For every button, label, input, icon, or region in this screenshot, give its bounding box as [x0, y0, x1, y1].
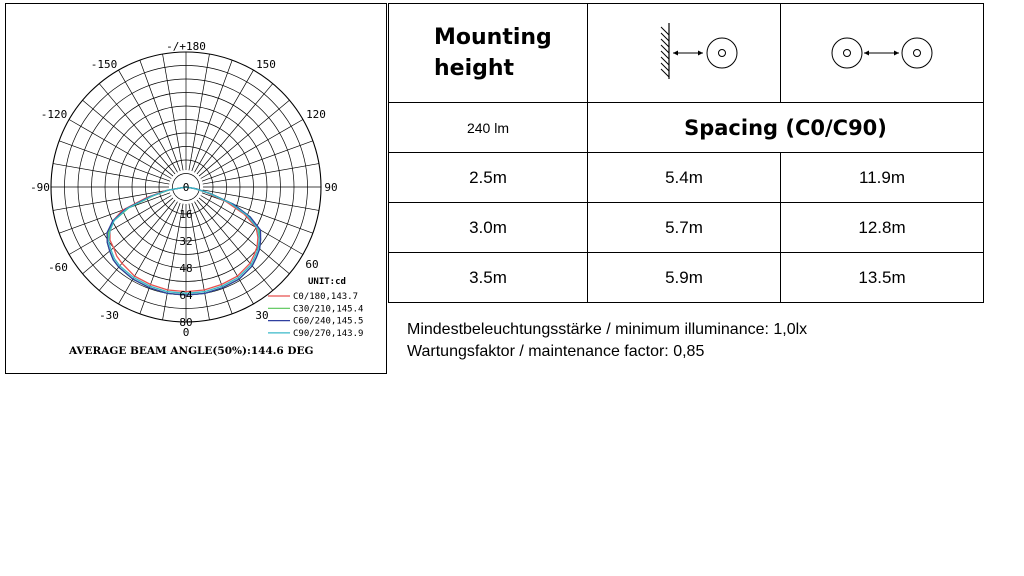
- table-row: [389, 253, 984, 303]
- polar-spoke: [199, 198, 289, 274]
- polar-spoke: [197, 84, 273, 174]
- wall-spacing-cell: 5.7m: [588, 203, 781, 253]
- legend-entry: C90/270,143.9: [293, 328, 364, 339]
- luminaire-spacing-cell: 11.9m: [781, 153, 984, 203]
- polar-spoke: [203, 190, 319, 210]
- wall-spacing-header: [588, 4, 781, 103]
- polar-spoke: [199, 100, 289, 176]
- angle-label-30: 30: [255, 309, 269, 322]
- angle-label-neg90: -90: [30, 181, 50, 194]
- radial-tick-label: 16: [179, 208, 193, 221]
- polar-spoke: [140, 203, 180, 314]
- lumen-cell: 240 lm: [389, 103, 588, 153]
- polar-spoke: [163, 54, 183, 170]
- polar-spoke: [189, 54, 209, 170]
- polar-spoke: [202, 141, 313, 181]
- polar-spoke: [192, 203, 232, 314]
- radial-tick-label: 80: [179, 316, 193, 329]
- angle-label-120: 120: [306, 108, 326, 121]
- polar-legend: [268, 292, 363, 339]
- mounting-label-line2: height: [434, 56, 515, 81]
- min-illuminance-note: Mindestbeleuchtungsstärke / minimum illuminance: 1,0lx: [407, 321, 808, 338]
- maintenance-factor-note: Wartungsfaktor / maintenance factor: 0,85: [407, 343, 705, 360]
- polar-spoke: [59, 141, 170, 181]
- polar-spoke: [99, 84, 175, 174]
- polar-spoke: [203, 164, 319, 184]
- angle-label-180: -/+180: [166, 40, 206, 53]
- polar-spoke: [53, 164, 169, 184]
- mounting-height-header: [389, 4, 588, 103]
- polar-spoke: [119, 202, 178, 304]
- height-cell: 2.5m: [389, 153, 588, 203]
- luminaire-spacing-header: [781, 4, 984, 103]
- angle-label-0: 0: [182, 326, 190, 339]
- polar-spoke: [69, 120, 171, 179]
- angle-label-90: 90: [324, 181, 338, 194]
- polar-spoke: [53, 190, 169, 210]
- polar-spoke: [201, 120, 303, 179]
- angle-label-neg150: -150: [90, 58, 118, 71]
- polar-spoke: [201, 196, 303, 255]
- wall-spacing-cell: 5.4m: [588, 153, 781, 203]
- angle-label-neg30: -30: [99, 309, 119, 322]
- spacing-table: [388, 3, 984, 303]
- legend-entry: C30/210,145.4: [293, 304, 364, 315]
- polar-diagram-panel: [5, 3, 387, 374]
- height-cell: 3.5m: [389, 253, 588, 303]
- legend-entry: C0/180,143.7: [293, 292, 359, 302]
- radial-tick-label: 32: [179, 235, 193, 248]
- radial-tick-label: 64: [179, 289, 193, 302]
- polar-spoke: [69, 196, 171, 255]
- angle-label-60: 60: [305, 258, 319, 271]
- legend-entry: C60/240,145.5: [293, 316, 364, 327]
- wall-spacing-cell: 5.9m: [588, 253, 781, 303]
- angle-label-neg120: -120: [40, 108, 68, 121]
- spacing-title: Spacing (C0/C90): [588, 103, 984, 153]
- radial-tick-label: 48: [179, 262, 193, 275]
- unit-label: UNIT:cd: [308, 277, 346, 287]
- polar-spoke: [119, 70, 178, 172]
- polar-spoke: [83, 100, 173, 176]
- wall-to-luminaire-icon: [624, 21, 744, 81]
- polar-spoke: [192, 60, 232, 171]
- table-row: [389, 153, 984, 203]
- luminaire-spacing-cell: 12.8m: [781, 203, 984, 253]
- polar-spoke: [140, 60, 180, 171]
- polar-spoke: [195, 70, 254, 172]
- polar-spoke: [195, 202, 254, 304]
- luminaire-to-luminaire-icon: [817, 21, 947, 81]
- angle-label-neg60: -60: [48, 261, 68, 274]
- angle-label-150: 150: [256, 58, 276, 71]
- radial-tick-label: 0: [182, 181, 190, 194]
- polar-diagram: [6, 4, 386, 373]
- height-cell: 3.0m: [389, 203, 588, 253]
- luminaire-spacing-cell: 13.5m: [781, 253, 984, 303]
- beam-angle-footer: AVERAGE BEAM ANGLE(50%):144.6 DEG: [69, 345, 314, 357]
- mounting-label-line1: Mounting: [434, 25, 552, 50]
- notes: [407, 319, 807, 363]
- table-row: [389, 203, 984, 253]
- polar-spoke: [59, 193, 170, 233]
